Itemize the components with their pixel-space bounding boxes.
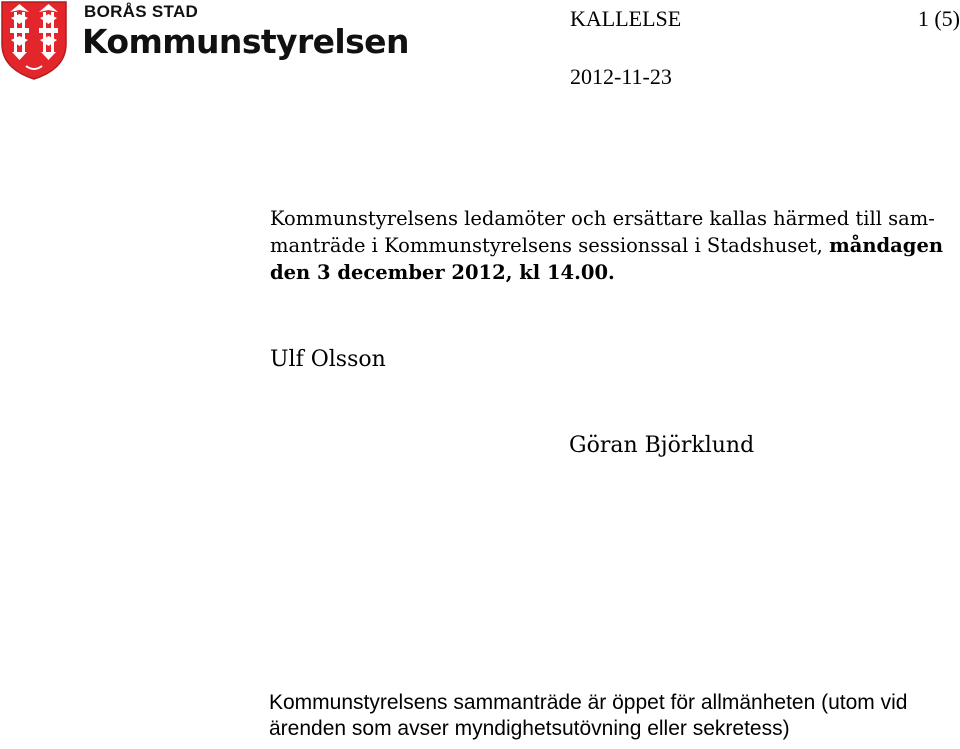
public-note-line-1: Kommunstyrelsens sammanträde är öppet för allmänheten (utom vid [269,691,908,714]
intro-line-2 [270,232,950,259]
intro-location: manträde i Kommunstyrelsens sessionssal i Stadshuset, [270,234,830,257]
public-note-line-2: ärenden som avser myndighetsutövning eller sekretess) [269,717,790,740]
intro-line-3 [270,259,950,286]
document-type: KALLELSE [570,6,682,31]
page-number: 1 (5) [917,6,960,31]
intro-line-1: Kommunstyrelsens ledamöter och ersättare kallas härmed till sam- [270,207,935,230]
intro-date-time: den 3 december 2012, kl 14.00. [270,261,615,284]
coat-of-arms-icon [0,0,68,80]
meeting-invitation-paragraph [270,205,950,286]
chair-name: Ulf Olsson [270,347,386,372]
secretary-name: Göran Björklund [569,433,755,458]
org-name: BORÅS STAD [84,2,199,21]
intro-weekday: måndagen [829,234,944,257]
public-meeting-note [269,690,959,742]
document-date: 2012-11-23 [570,64,672,89]
unit-name: Kommunstyrelsen [82,22,409,61]
boras-stad-logo [0,0,409,82]
